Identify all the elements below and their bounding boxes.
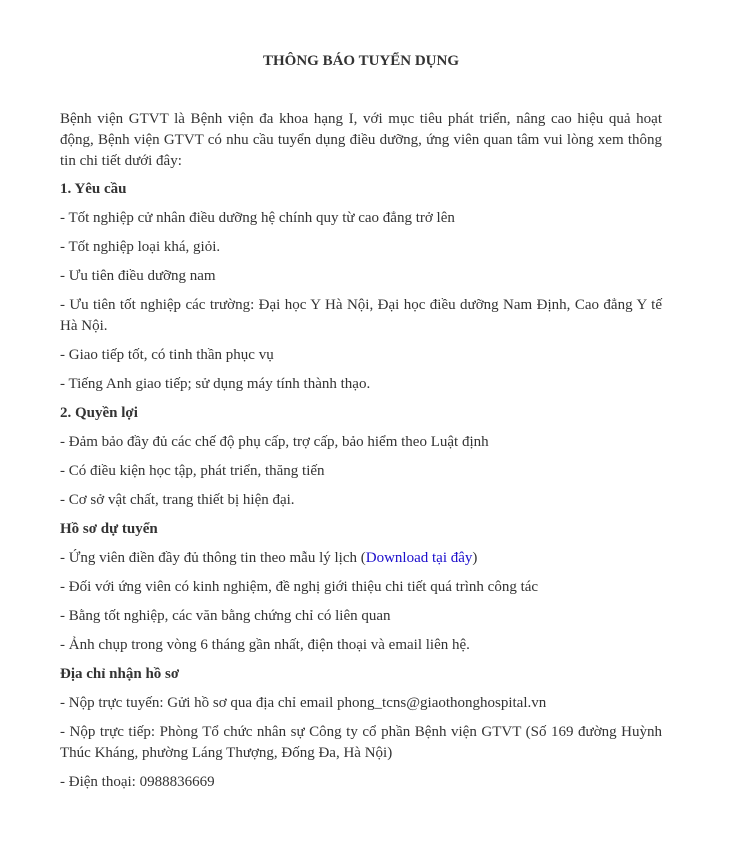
application-item: - Bằng tốt nghiệp, các văn bằng chứng chỉ có liên quan: [60, 608, 391, 624]
document-page: [60, 50, 662, 801]
application-item: - Đối với ứng viên có kinh nghiệm, đề nghị giới thiệu chi tiết quá trình công tác: [60, 579, 539, 595]
document-title: THÔNG BÁO TUYỂN DỤNG: [263, 53, 459, 69]
address-item-online: - Nộp trực tuyến: Gửi hồ sơ qua địa chỉ email phong_tcns@giaothonghospital.vn: [60, 695, 547, 711]
application-item-form: [60, 548, 662, 569]
requirement-item: - Ưu tiên điều dưỡng nam: [60, 268, 216, 284]
requirements-heading: 1. Yêu cầu: [60, 181, 127, 197]
benefits-heading: 2. Quyền lợi: [60, 405, 138, 421]
application-heading: Hồ sơ dự tuyển: [60, 521, 158, 537]
application-item: - Ảnh chụp trong vòng 6 tháng gần nhất, điện thoại và email liên hệ.: [60, 637, 470, 653]
benefit-item: - Cơ sở vật chất, trang thiết bị hiện đại.: [60, 492, 295, 508]
benefit-item: - Đảm bảo đầy đủ các chế độ phụ cấp, trợ cấp, bảo hiểm theo Luật định: [60, 434, 489, 450]
intro-paragraph: Bệnh viện GTVT là Bệnh viện đa khoa hạng I, với mục tiêu phát triển, nâng cao hiệu quả hoạt động, Bệnh viện GTVT có nhu cầu tuyển dụng điều dưỡng, ứng viên quan tâm vui lòng xem thông tin chi tiết dưới đây:: [60, 111, 662, 169]
application-item-suffix: ): [472, 550, 478, 566]
requirement-item: - Tốt nghiệp cử nhân điều dưỡng hệ chính quy từ cao đẳng trở lên: [60, 210, 455, 226]
benefit-item: - Có điều kiện học tập, phát triển, thăng tiến: [60, 463, 325, 479]
address-item-phone: - Điện thoại: 0988836669: [60, 774, 215, 790]
requirement-item: - Tốt nghiệp loại khá, giỏi.: [60, 239, 221, 255]
address-heading: Địa chỉ nhận hồ sơ: [60, 666, 180, 682]
download-link[interactable]: Download tại đây: [365, 550, 473, 566]
application-item-prefix: - Ứng viên điền đầy đủ thông tin theo mẫu lý lịch (: [60, 550, 366, 566]
requirement-item: - Giao tiếp tốt, có tinh thần phục vụ: [60, 347, 274, 363]
requirement-item: - Tiếng Anh giao tiếp; sử dụng máy tính thành thạo.: [60, 376, 371, 392]
requirement-item: - Ưu tiên tốt nghiệp các trường: Đại học Y Hà Nội, Đại học điều dưỡng Nam Định, Cao đẳng Y tế Hà Nội.: [60, 297, 662, 334]
address-item-inperson: - Nộp trực tiếp: Phòng Tổ chức nhân sự Công ty cổ phần Bệnh viện GTVT (Số 169 đường Huỳnh Thúc Kháng, phường Láng Thượng, Đống Đa, Hà Nội): [60, 724, 662, 761]
